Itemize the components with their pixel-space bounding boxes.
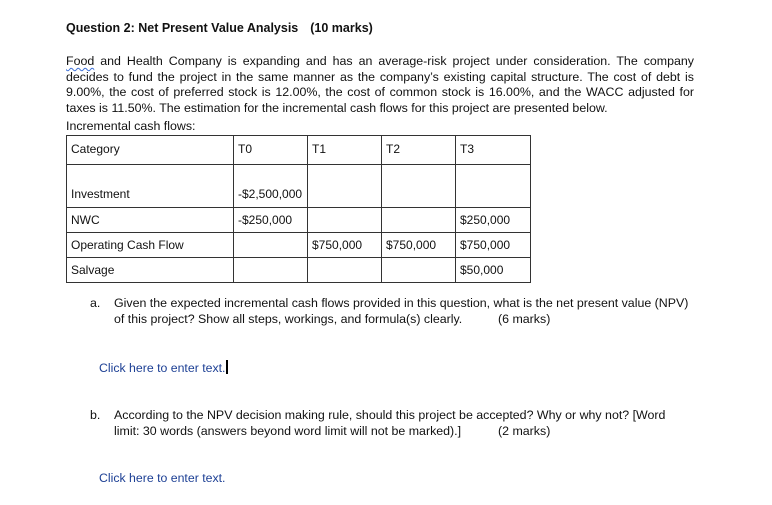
cell-t0 <box>234 258 308 283</box>
cell-category: Investment <box>67 165 234 208</box>
cell-t2 <box>382 208 456 233</box>
cell-t2 <box>382 165 456 208</box>
answer-field-a[interactable] <box>99 360 228 375</box>
table-header-row <box>67 136 531 165</box>
cell-t1 <box>308 165 382 208</box>
table-row <box>67 233 531 258</box>
cell-t0: -$250,000 <box>234 208 308 233</box>
intro-text: and Health Company is expanding and has an average-risk project under consideration. The company decides to fund the project in the same manner as the company’s existing capital structure. The cost of debt is 9.00%, the cost of preferred stock is 12.00%, the cost of common stock is 16.00%, and the WACC adjusted for taxes is 11.50%. The estimation for the incremental cash flows for this project are presented below. <box>66 54 694 115</box>
text-cursor <box>226 360 228 374</box>
cell-t2: $750,000 <box>382 233 456 258</box>
question-title: Question 2: Net Present Value Analysis <box>66 21 299 35</box>
cell-category: Operating Cash Flow <box>67 233 234 258</box>
question-part-a <box>90 296 692 327</box>
header-t1: T1 <box>308 136 382 165</box>
question-marks: (10 marks) <box>310 21 373 35</box>
question-part-b <box>90 408 692 439</box>
header-t0: T0 <box>234 136 308 165</box>
header-category: Category <box>67 136 234 165</box>
part-b-text: According to the NPV decision making rule, should this project be accepted? Why or why not? [Word limit: 30 words (answers beyond word limit will not be marked).] <box>114 408 666 438</box>
table-row <box>67 208 531 233</box>
answer-a-placeholder: Click here to enter text. <box>99 361 226 375</box>
cell-category: Salvage <box>67 258 234 283</box>
part-b-marks: (2 marks) <box>498 423 551 438</box>
cell-t3: $50,000 <box>456 258 531 283</box>
part-a-marks: (6 marks) <box>498 311 551 326</box>
table-label: Incremental cash flows: <box>66 119 196 133</box>
answer-b-placeholder: Click here to enter text. <box>99 471 226 485</box>
header-t2: T2 <box>382 136 456 165</box>
question-intro <box>66 54 694 116</box>
cell-t1: $750,000 <box>308 233 382 258</box>
part-b-label: b. <box>90 408 101 422</box>
header-t3: T3 <box>456 136 531 165</box>
table-row <box>67 165 531 208</box>
cell-t3: $250,000 <box>456 208 531 233</box>
cash-flow-table <box>66 135 531 283</box>
part-a-text: Given the expected incremental cash flows provided in this question, what is the net present value (NPV) of this project? Show all steps, workings, and formula(s) clearly. <box>114 296 689 326</box>
spellcheck-word: Food <box>66 54 95 68</box>
cell-t0 <box>234 233 308 258</box>
question-heading <box>66 21 373 35</box>
part-a-label: a. <box>90 296 101 310</box>
cell-t2 <box>382 258 456 283</box>
answer-field-b[interactable] <box>99 471 225 485</box>
cell-t3 <box>456 165 531 208</box>
table-row <box>67 258 531 283</box>
cell-t0: -$2,500,000 <box>234 165 308 208</box>
cell-t3: $750,000 <box>456 233 531 258</box>
cell-t1 <box>308 258 382 283</box>
cell-t1 <box>308 208 382 233</box>
cell-category: NWC <box>67 208 234 233</box>
